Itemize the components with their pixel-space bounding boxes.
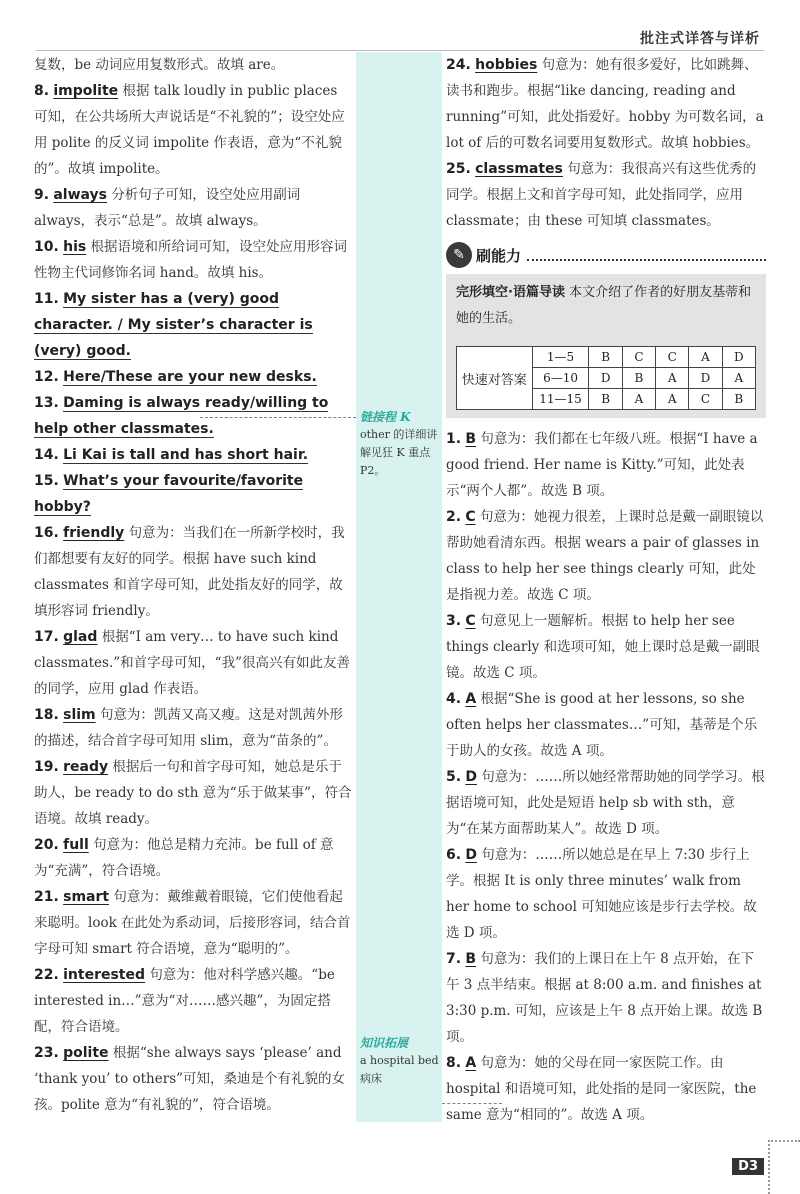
side-note-link-text: other 的详细讲解见狂 K 重点 P2。	[360, 428, 438, 477]
sentence-entry	[34, 390, 354, 442]
sentence-answer: My sister has a (very) good character. / My sister’s character is (very) good.	[34, 291, 313, 359]
side-annotation-strip	[356, 52, 442, 1122]
entry-number: 5.	[446, 769, 462, 785]
entry-explanation: 句意为：她有很多爱好，比如跳舞、读书和跑步。根据“like dancing, reading and running”可知，此处指爱好。hobby 为可数名词，a lot of 后的可数名词要用复数形式。故填 hobbies。	[446, 57, 764, 151]
reading-guide-title: 完形填空·语篇导读	[456, 285, 565, 300]
entry-number: 17.	[34, 629, 59, 645]
sentence-answer: Li Kai is tall and has short hair.	[63, 447, 309, 463]
entry-number: 9.	[34, 187, 50, 203]
entry-explanation: 根据“she always says ‘please’ and ‘thank you’ to others”可知，桑迪是个有礼貌的女孩。polite 意为“有礼貌的”，符合语境。	[34, 1045, 346, 1113]
entry-explanation: 句意为：我们都在七年级八班。根据“I have a good friend. Her name is Kitty.”可知，此处表示“两个人都”。故选 B 项。	[446, 431, 758, 499]
side-note-knowledge-title: 知识拓展	[360, 1036, 409, 1050]
corner-decoration	[768, 1140, 800, 1194]
entry-answer: A	[465, 1055, 477, 1071]
entry-number: 12.	[34, 369, 59, 385]
sentence-entry	[34, 442, 354, 468]
entry-answer: A	[465, 691, 477, 707]
answer-entry	[34, 702, 354, 754]
answer-entry	[34, 832, 354, 884]
entry-answer: D	[465, 847, 477, 863]
table-cell: A	[722, 368, 755, 389]
entry-explanation: 句意为：当我们在一所新学校时，我们都想要有友好的同学。根据 have such kind classmates 和首字母可知，此处指友好的同学，故填形容词 friendly。	[34, 525, 345, 619]
entry-number: 24.	[446, 57, 471, 73]
right-column	[446, 52, 766, 1128]
entry-number: 4.	[446, 691, 462, 707]
quick-answer-label: 快速对答案	[457, 347, 533, 410]
entry-answer: B	[465, 951, 477, 967]
side-note-link	[360, 408, 440, 480]
entry-number: 19.	[34, 759, 59, 775]
sentence-entry	[34, 468, 354, 520]
mc-entry	[446, 686, 766, 764]
entry-explanation: 根据语境和所给词可知，设空处应用形容词性物主代词修饰名词 hand。故填 his。	[34, 239, 348, 281]
entry-number: 20.	[34, 837, 59, 853]
table-row	[457, 347, 756, 368]
dotted-rule	[527, 249, 766, 261]
entry-answer: ready	[63, 759, 109, 775]
answer-entry	[34, 182, 354, 234]
answer-entry	[34, 520, 354, 624]
entry-number: 16.	[34, 525, 59, 541]
entry-answer: polite	[63, 1045, 109, 1061]
mc-entry	[446, 426, 766, 504]
entry-number: 13.	[34, 395, 59, 411]
mc-entry	[446, 608, 766, 686]
entry-answer: full	[63, 837, 89, 853]
entry-answer: C	[465, 509, 476, 525]
ability-brush-icon: ✎	[446, 242, 472, 268]
entry-explanation: 根据后一句和首字母可知，她总是乐于助人，be ready to do sth 意为“乐于做某事”，符合语境。故填 ready。	[34, 759, 352, 827]
table-cell: C	[656, 347, 689, 368]
entry-number: 6.	[446, 847, 462, 863]
table-cell: C	[689, 389, 722, 410]
entry-number: 3.	[446, 613, 462, 629]
mc-entry	[446, 842, 766, 946]
ability-label: 刷能力	[476, 246, 522, 265]
sentence-entry	[34, 286, 354, 364]
table-cell: B	[589, 347, 622, 368]
table-cell: A	[622, 389, 655, 410]
sentence-answer: Daming is always ready/willing to help other classmates.	[34, 395, 329, 437]
intro-text: 复数，be 动词应用复数形式。故填 are。	[34, 57, 285, 73]
entry-explanation: 根据“She is good at her lessons, so she often helps her classmates…”可知，基蒂是个乐于助人的女孩。故选 A 项。	[446, 691, 758, 759]
entry-number: 8.	[446, 1055, 462, 1071]
table-cell: 1—5	[532, 347, 589, 368]
entry-explanation: 句意为：凯茜又高又瘦。这是对凯茜外形的描述，结合首字母可知用 slim，意为“苗条的”。	[34, 707, 343, 749]
ability-section-header	[446, 242, 766, 268]
entry-answer: smart	[63, 889, 110, 905]
entry-answer: interested	[63, 967, 146, 983]
page-number: D3	[732, 1158, 764, 1175]
answer-entry	[34, 884, 354, 962]
left-column	[34, 52, 354, 1118]
entry-number: 11.	[34, 291, 59, 307]
table-cell: D	[722, 347, 755, 368]
side-note-link-title: 链接程 K	[360, 410, 411, 424]
entry-explanation: 句意为：他对科学感兴趣。“be interested in…”意为“对……感兴趣”，为固定搭配，符合语境。	[34, 967, 335, 1035]
entry-explanation: 句意为：她的父母在同一家医院工作。由 hospital 和语境可知，此处指的是同一家医院，the same 意为“相同的”。故选 A 项。	[446, 1055, 757, 1123]
entry-answer: classmates	[475, 161, 563, 177]
reading-guide-text: 本文介绍了作者的好朋友基蒂和她的生活。	[456, 285, 752, 326]
entry-number: 21.	[34, 889, 59, 905]
entry-answer: always	[53, 187, 108, 203]
answer-entry	[34, 78, 354, 182]
entry-number: 8.	[34, 83, 50, 99]
answer-entry	[446, 52, 766, 156]
entry-answer: impolite	[53, 83, 119, 99]
table-cell: A	[656, 389, 689, 410]
entry-answer: friendly	[63, 525, 125, 541]
mc-entry	[446, 504, 766, 608]
entry-number: 14.	[34, 447, 59, 463]
side-note-knowledge	[360, 1034, 440, 1088]
entry-number: 7.	[446, 951, 462, 967]
table-cell: B	[589, 389, 622, 410]
entry-explanation: 句意为：我们的上课日在上午 8 点开始，在下午 3 点半结束。根据 at 8:00 a.m. and finishes at 3:30 p.m. 可知，应该是上午 8 点开始上课。故选 B 项。	[446, 951, 763, 1045]
answer-entry	[34, 962, 354, 1040]
entry-number: 10.	[34, 239, 59, 255]
entry-answer: glad	[63, 629, 98, 645]
sentence-answer: What’s your favourite/favorite hobby?	[34, 473, 304, 515]
entry-explanation: 句意为：我很高兴有这些优秀的同学。根据上文和首字母可知，此处指同学，应用 classmate；由 these 可知填 classmates。	[446, 161, 757, 229]
entry-number: 15.	[34, 473, 59, 489]
table-cell: 11—15	[532, 389, 589, 410]
quick-answer-wrap	[446, 338, 766, 418]
table-cell: D	[689, 368, 722, 389]
table-cell: A	[656, 368, 689, 389]
answer-entry	[34, 1040, 354, 1118]
side-note-knowledge-text: a hospital bed 病床	[360, 1054, 439, 1085]
table-cell: B	[722, 389, 755, 410]
entry-explanation: 句意为：他总是精力充沛。be full of 意为“充满”，符合语境。	[34, 837, 334, 879]
mc-entry	[446, 1050, 766, 1128]
entry-answer: D	[465, 769, 477, 785]
entry-explanation: 句意见上一题解析。根据 to help her see things clearly 和选项可知，她上课时总是戴一副眼镜。故选 C 项。	[446, 613, 760, 681]
answer-entry	[34, 754, 354, 832]
table-cell: B	[622, 368, 655, 389]
table-cell: D	[589, 368, 622, 389]
entry-number: 25.	[446, 161, 471, 177]
entry-answer: slim	[63, 707, 96, 723]
entry-number: 18.	[34, 707, 59, 723]
mc-entry	[446, 946, 766, 1050]
entry-explanation: 根据“I am very… to have such kind classmates.”和首字母可知，“我”很高兴有如此友善的同学，应用 glad 作表语。	[34, 629, 350, 697]
reading-guide-box	[446, 274, 766, 338]
page-header-title: 批注式详答与详析	[640, 31, 760, 47]
answer-entry	[446, 156, 766, 234]
entry-explanation: 句意为：……所以她经常帮助她的同学学习。根据语境可知，此处是短语 help sb with sth，意为“在某方面帮助某人”。故选 D 项。	[446, 769, 765, 837]
entry-number: 2.	[446, 509, 462, 525]
entry-explanation: 句意为：……所以她总是在早上 7:30 步行上学。根据 It is only three minutes’ walk from her home to school 可知她应该是步行去学校。故选 D 项。	[446, 847, 757, 941]
entry-answer: his	[63, 239, 87, 255]
entry-number: 22.	[34, 967, 59, 983]
sentence-answer: Here/These are your new desks.	[63, 369, 317, 385]
answer-entry	[34, 624, 354, 702]
answer-entry	[34, 234, 354, 286]
mc-entry	[446, 764, 766, 842]
quick-answer-table	[456, 346, 756, 410]
table-cell: A	[689, 347, 722, 368]
entry-answer: C	[465, 613, 476, 629]
entry-explanation: 句意为：戴维戴着眼镜，它们使他看起来聪明。look 在此处为系动词，后接形容词，结合首字母可知 smart 符合语境，意为“聪明的”。	[34, 889, 351, 957]
entry-answer: hobbies	[475, 57, 538, 73]
table-cell: 6—10	[532, 368, 589, 389]
entry-answer: B	[465, 431, 477, 447]
entry-number: 23.	[34, 1045, 59, 1061]
entry-explanation: 句意为：她视力很差，上课时总是戴一副眼镜以帮助她看清东西。根据 wears a pair of glasses in class to help her see things clearly 可知，此处是指视力差。故选 C 项。	[446, 509, 764, 603]
table-cell: C	[622, 347, 655, 368]
sentence-entry	[34, 364, 354, 390]
entry-explanation: 分析句子可知，设空处应用副词 always，表示“总是”。故填 always。	[34, 187, 301, 229]
entry-explanation: 根据 talk loudly in public places 可知，在公共场所大声说话是“不礼貌的”；设空处应用 polite 的反义词 impolite 作表语，意为“不礼貌的”。故填 impolite。	[34, 83, 345, 177]
header-divider	[36, 50, 764, 51]
entry-number: 1.	[446, 431, 462, 447]
